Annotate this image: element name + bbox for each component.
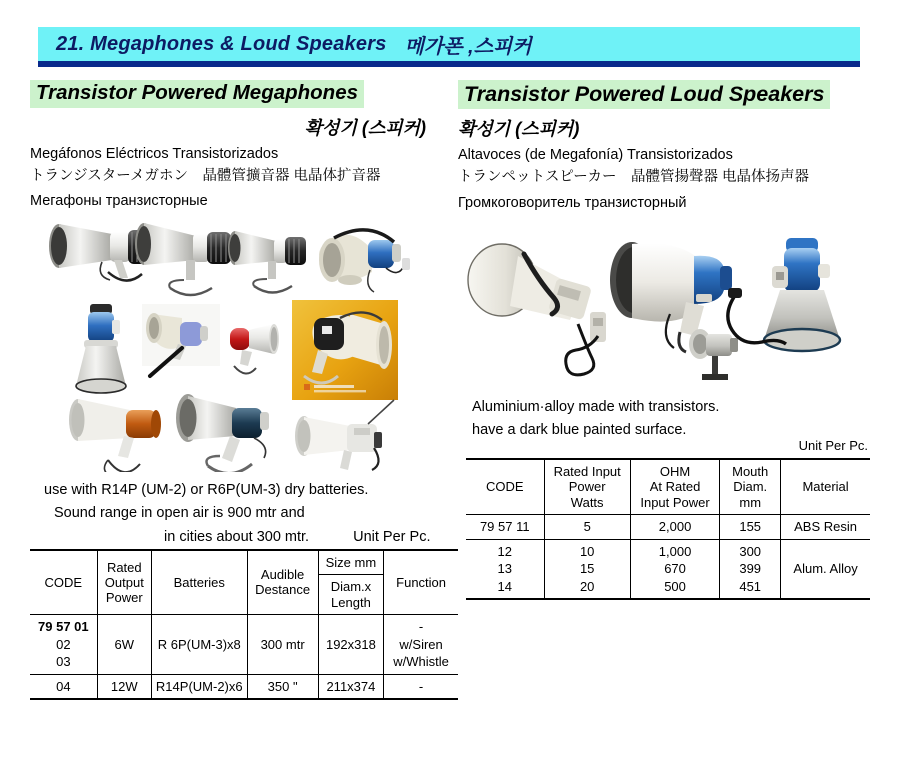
cell-mouth: 300 399 451 <box>720 539 781 599</box>
header-rated-input-power: Rated Input Power Watts <box>544 459 630 514</box>
cell-ohm: 1,000 670 500 <box>630 539 719 599</box>
left-text-spanish: Megáfonos Eléctricos Transistorizados <box>30 145 279 162</box>
left-title-wrap <box>30 80 460 108</box>
right-section-title-korean: 확성기 (스피커) <box>458 119 580 140</box>
header-size-sub: Diam.x Length <box>318 575 384 615</box>
cell-audible: 350 " <box>247 674 318 699</box>
cell-ohm: 2,000 <box>630 514 719 539</box>
cell-watts: 10 15 20 <box>544 539 630 599</box>
left-text-russian: Мегафоны транзисторные <box>30 193 208 210</box>
header-batteries: Batteries <box>151 550 247 614</box>
left-note-line-3 <box>44 526 456 549</box>
table-header-row <box>30 550 458 575</box>
header-code: CODE <box>30 550 97 614</box>
megaphone-photo-collage <box>42 222 452 472</box>
header-ohm: OHM At Rated Input Power <box>630 459 719 514</box>
cell-batteries: R 6P(UM-3)x8 <box>151 614 247 674</box>
cell-power: 12W <box>97 674 151 699</box>
left-text-cjk: トランジスターメガホン 晶體管擴音器 电晶体扩音器 <box>30 167 381 184</box>
left-note-line-2: Sound range in open air is 900 mtr and <box>54 505 305 522</box>
megaphone-spec-table <box>30 549 458 700</box>
right-note-line-2: have a dark blue painted surface. <box>472 422 687 439</box>
header-mouth-diam: Mouth Diam. mm <box>720 459 781 514</box>
cell-function: - w/Siren w/Whistle <box>384 614 458 674</box>
header-material: Material <box>781 459 870 514</box>
cell-code: 04 <box>30 674 97 699</box>
cell-batteries: R14P(UM-2)x6 <box>151 674 247 699</box>
cell-code: 79 57 11 <box>466 514 544 539</box>
left-column <box>30 80 460 213</box>
left-note-line-1: use with R14P (UM-2) or R6P(UM-3) dry batteries. <box>44 482 369 498</box>
right-title-wrap <box>458 80 870 109</box>
right-section-title: Transistor Powered Loud Speakers <box>458 80 830 109</box>
right-column <box>458 80 870 214</box>
cell-material: Alum. Alloy <box>781 539 870 599</box>
table-row[interactable] <box>30 674 458 699</box>
banner-underline <box>38 61 860 67</box>
cell-power: 6W <box>97 614 151 674</box>
right-text-spanish: Altavoces (de Megafonía) Transistorizados <box>458 147 733 164</box>
table-row[interactable] <box>30 614 458 674</box>
right-text-russian: Громкоговоритель транзисторный <box>458 194 687 211</box>
header-size-mm: Size mm <box>318 550 384 575</box>
section-banner <box>38 27 860 61</box>
cell-audible: 300 mtr <box>247 614 318 674</box>
right-note-line-1: Aluminium·alloy made with transistors. <box>472 399 720 415</box>
cell-material: ABS Resin <box>781 514 870 539</box>
left-section-title: Transistor Powered Megaphones <box>30 80 364 108</box>
table-header-row <box>466 459 870 514</box>
cell-code: 12 13 14 <box>466 539 544 599</box>
right-description <box>472 396 872 443</box>
right-unit-per-pc: Unit Per Pc. <box>798 438 868 453</box>
left-description <box>44 479 456 549</box>
cell-mouth: 155 <box>720 514 781 539</box>
loud-speaker-spec-table <box>466 458 870 600</box>
banner-title-korean: 메가폰 ,스피커 <box>404 35 532 58</box>
banner-title: 21. Megaphones & Loud Speakers <box>56 32 387 55</box>
cell-function: - <box>384 674 458 699</box>
cell-size: 211x374 <box>318 674 384 699</box>
left-unit-per-pc: Unit Per Pc. <box>353 528 431 545</box>
cell-size: 192x318 <box>318 614 384 674</box>
header-function: Function <box>384 550 458 614</box>
cell-code: 79 57 01 02 03 <box>30 614 97 674</box>
table-row[interactable] <box>466 539 870 599</box>
right-text-cjk: トランペットスピーカー 晶體管揚聲器 电晶体扬声器 <box>458 168 810 185</box>
cell-watts: 5 <box>544 514 630 539</box>
header-code: CODE <box>466 459 544 514</box>
left-section-title-korean: 확성기 (스피커) <box>304 117 426 138</box>
loud-speaker-photo-collage <box>462 230 870 385</box>
header-audible-distance: Audible Destance <box>247 550 318 614</box>
header-rated-output-power: Rated Output Power <box>97 550 151 614</box>
left-note-line-3-text: in cities about 300 mtr. <box>164 528 310 545</box>
table-row[interactable] <box>466 514 870 539</box>
